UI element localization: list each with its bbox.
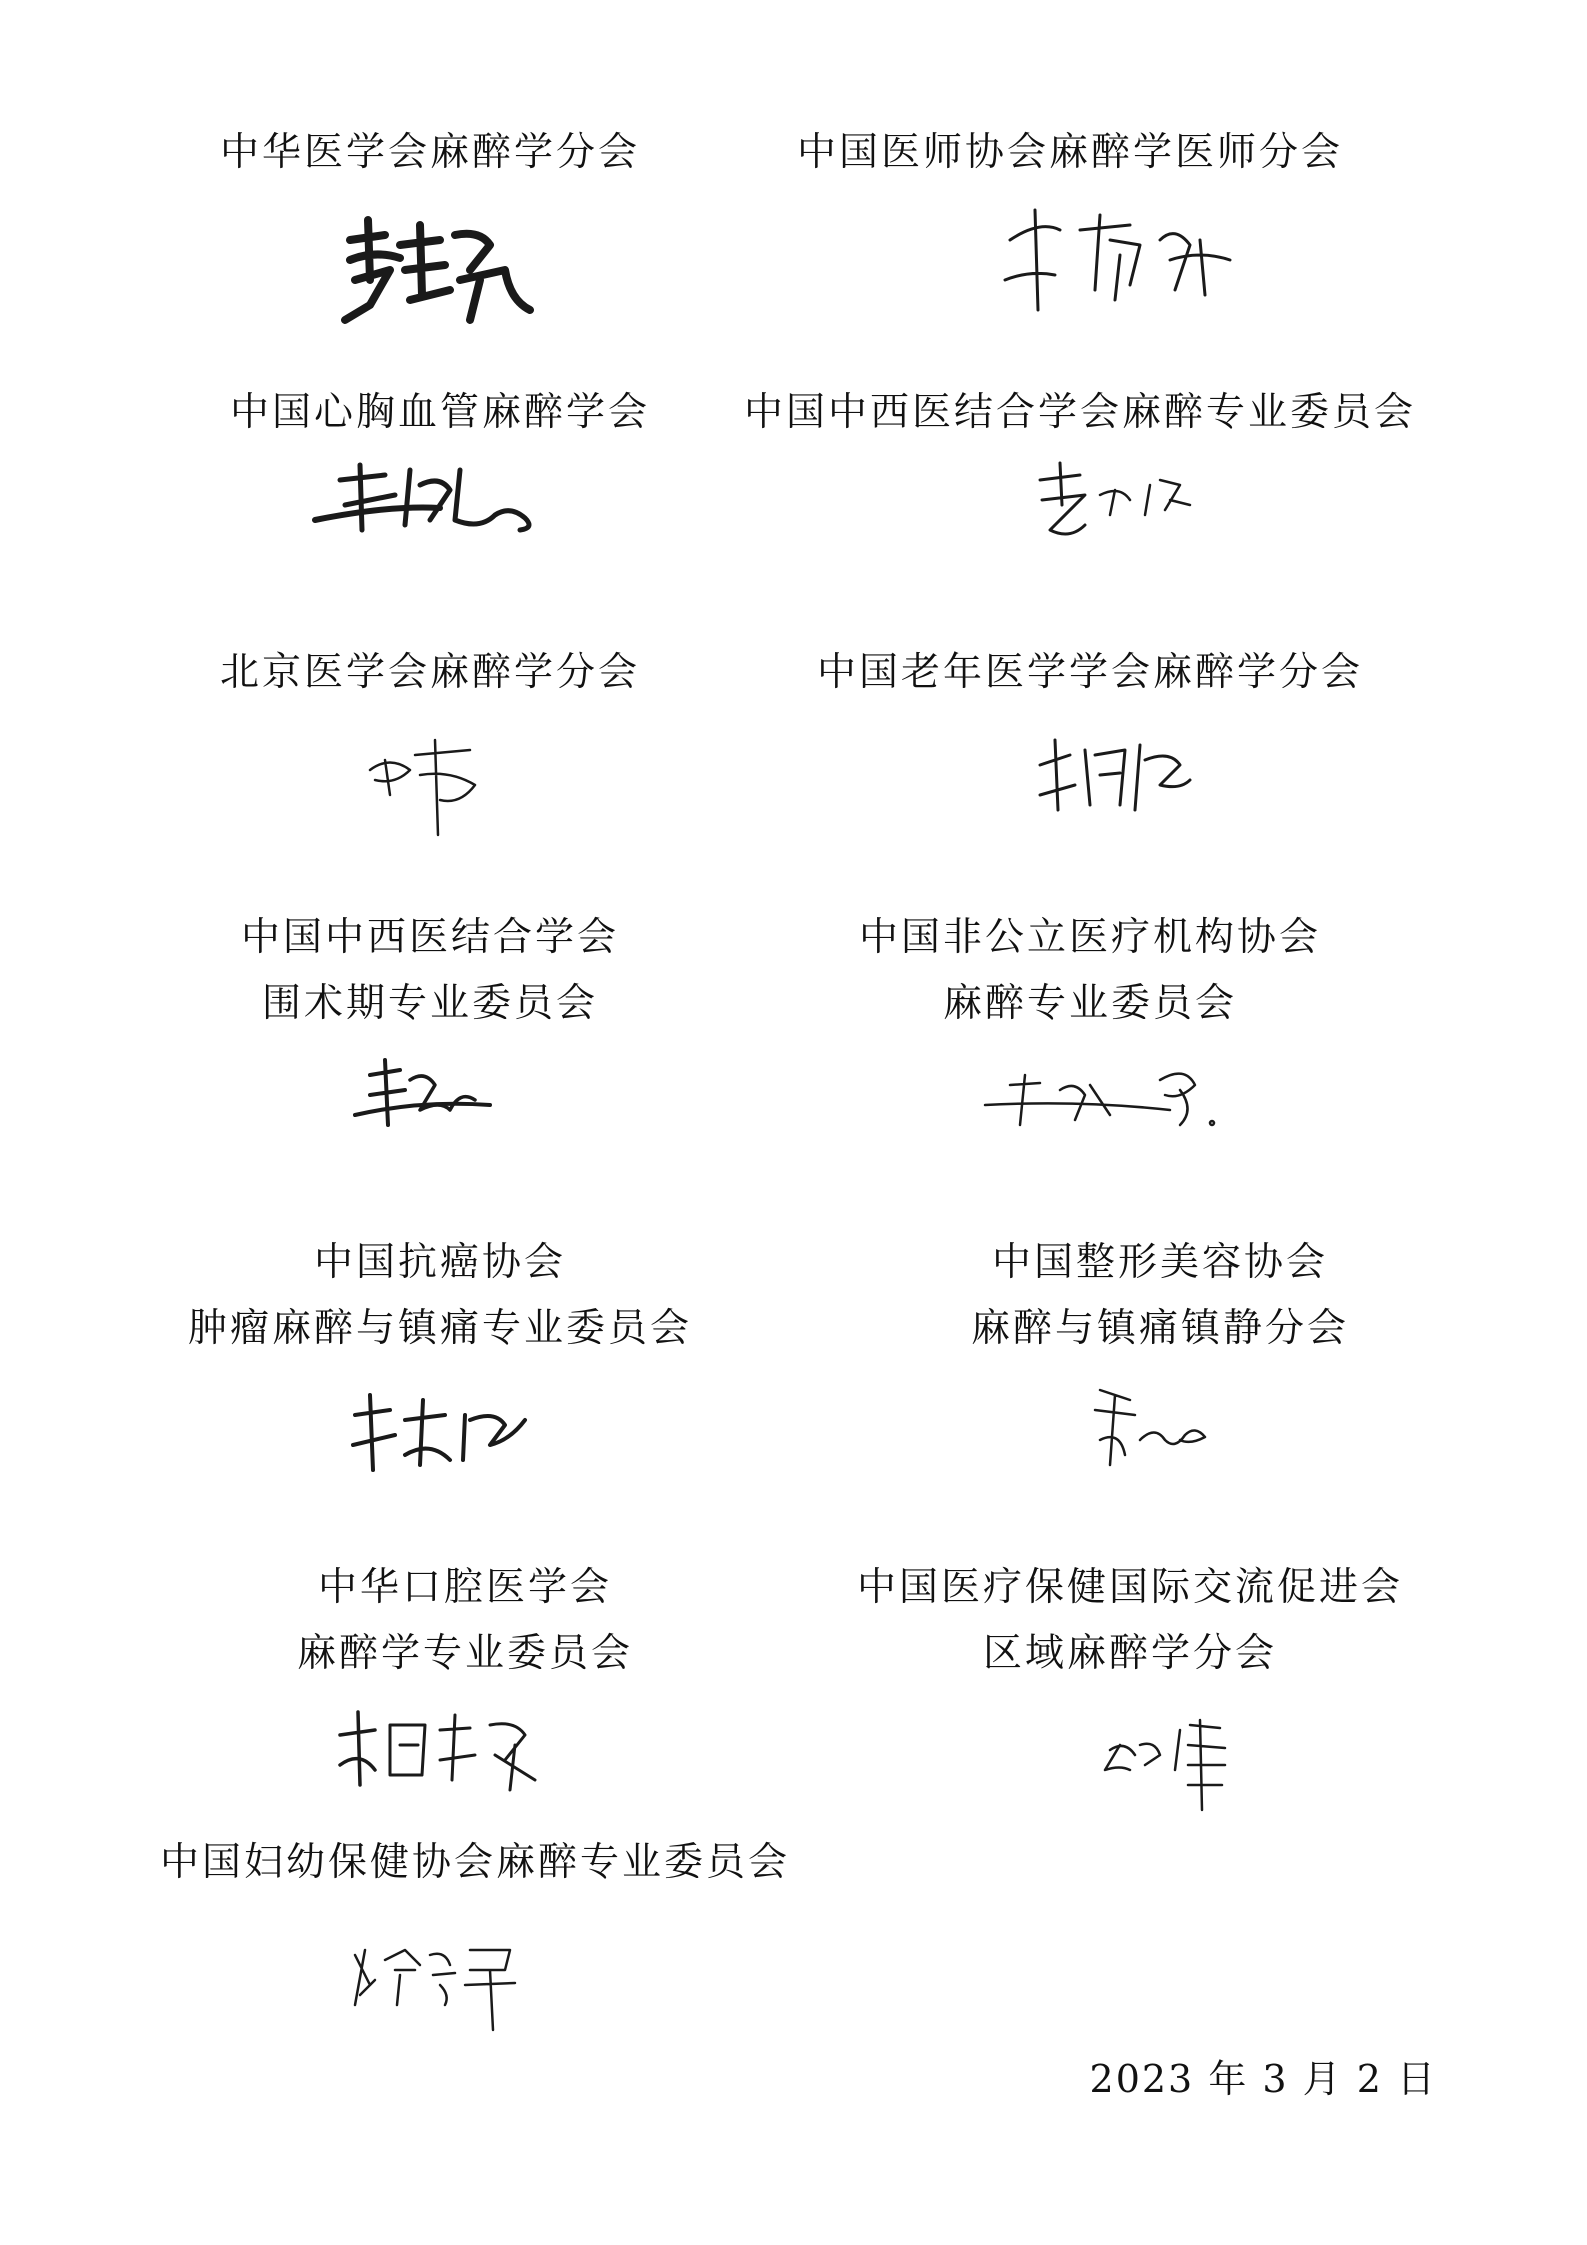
- org-name-11: [195, 1555, 735, 1687]
- org-name-1: [160, 120, 700, 186]
- org-name-line: 中国老年医学学会麻醉学分会: [816, 650, 1363, 695]
- org-name-line: 北京医学会麻醉学分会: [219, 650, 640, 695]
- signature-image-10: [1085, 1375, 1215, 1475]
- org-name-line: 麻醉专业委员会: [942, 981, 1237, 1026]
- org-name-line: 中国整形美容协会: [991, 1240, 1328, 1285]
- org-name-4: [730, 380, 1430, 446]
- org-name-line: 中华医学会麻醉学分会: [219, 130, 640, 175]
- signature-image-12: [1100, 1710, 1240, 1815]
- document-date: 2023 年 3 月 2 日: [1089, 2057, 1437, 2101]
- org-name-line: 中国妇幼保健协会麻醉专业委员会: [159, 1840, 790, 1885]
- org-name-10: [870, 1230, 1450, 1362]
- org-name-line: 区域麻醉学分会: [982, 1631, 1277, 1676]
- org-name-line: 中国医疗保健国际交流促进会: [856, 1565, 1403, 1610]
- org-name-line: 中国抗癌协会: [313, 1240, 566, 1285]
- org-name-7: [160, 905, 700, 1037]
- org-name-8: [800, 905, 1380, 1037]
- signature-image-7: [350, 1055, 500, 1135]
- org-name-line: 肿瘤麻醉与镇痛专业委员会: [187, 1306, 692, 1351]
- signature-image-5: [360, 725, 490, 845]
- signature-image-2: [1000, 200, 1240, 320]
- org-name-line: 围术期专业委员会: [261, 981, 598, 1026]
- org-name-2: [770, 120, 1370, 186]
- org-name-line: 麻醉与镇痛镇静分会: [970, 1306, 1349, 1351]
- org-name-line: 中国中西医结合学会麻醉专业委员会: [743, 390, 1416, 435]
- org-name-line: 中国医师协会麻醉学医师分会: [796, 130, 1343, 175]
- org-name-line: 麻醉学专业委员会: [296, 1631, 633, 1676]
- org-name-5: [160, 640, 700, 706]
- org-name-13: [150, 1830, 800, 1896]
- signature-image-8: [980, 1055, 1230, 1140]
- org-name-line: 中国非公立医疗机构协会: [858, 915, 1321, 960]
- org-name-3: [160, 380, 720, 446]
- org-name-9: [160, 1230, 720, 1362]
- org-name-line: 中国中西医结合学会: [240, 915, 619, 960]
- org-name-12: [830, 1555, 1430, 1687]
- signature-image-4: [1030, 455, 1200, 550]
- signature-image-6: [1030, 725, 1200, 825]
- signature-image-3: [310, 450, 540, 545]
- org-name-line: 中国心胸血管麻醉学会: [229, 390, 650, 435]
- org-name-6: [790, 640, 1390, 706]
- signature-image-9: [345, 1385, 535, 1480]
- signature-image-11: [345, 1925, 520, 2035]
- signature-image-1: [330, 210, 540, 330]
- org-name-line: 中华口腔医学会: [317, 1565, 612, 1610]
- signature-image-13: [330, 1700, 550, 1795]
